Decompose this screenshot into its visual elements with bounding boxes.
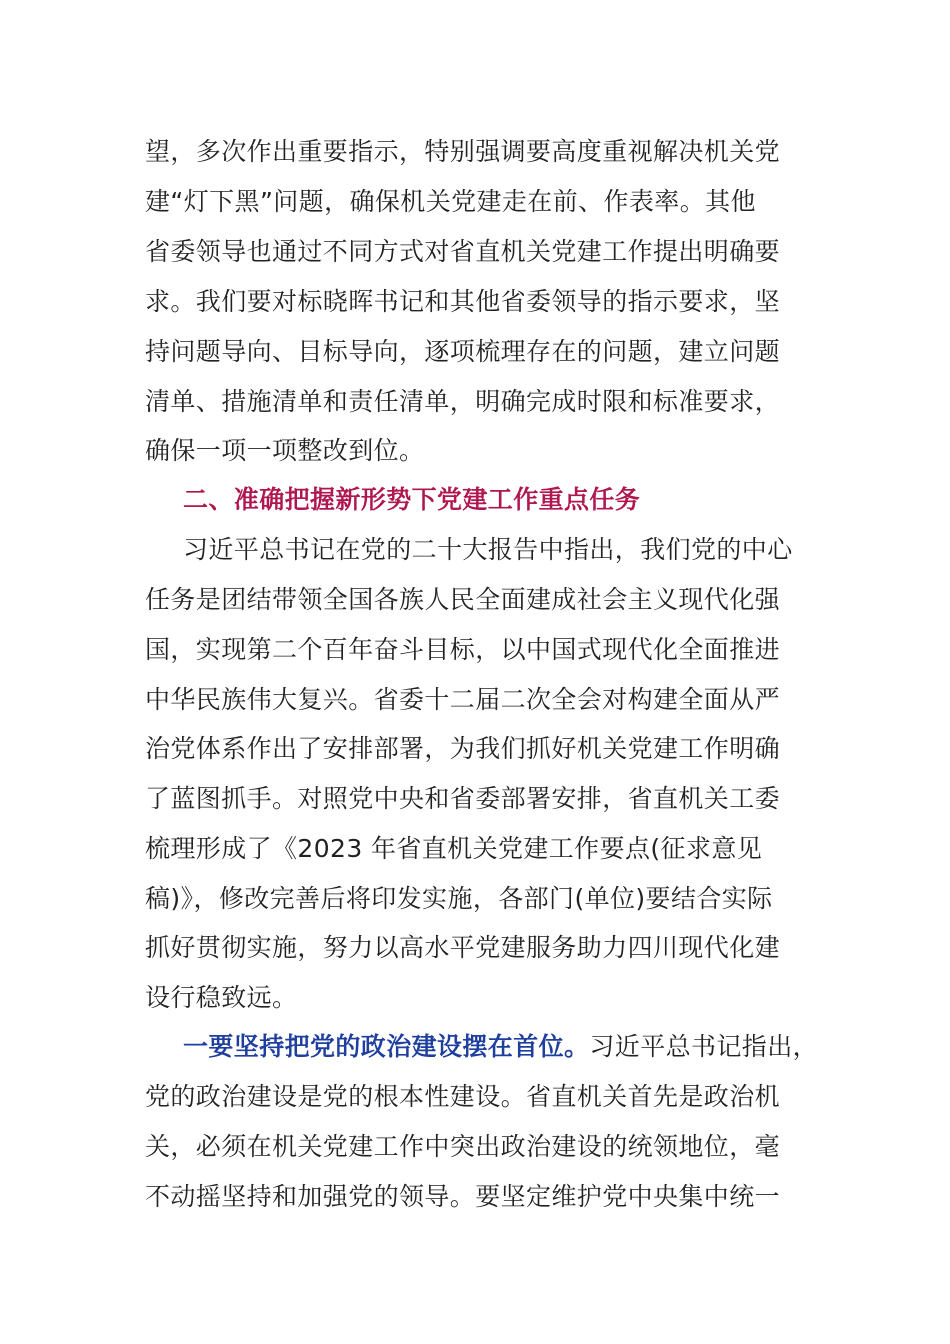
paragraph-line: 确保一项一项整改到位。 xyxy=(145,436,425,465)
paragraph-lead-sentence: 一要坚持把党的政治建设摆在首位。 xyxy=(183,1032,590,1061)
section-heading: 二、准确把握新形势下党建工作重点任务 xyxy=(183,485,641,514)
paragraph-line: 关，必须在机关党建工作中突出政治建设的统领地位，毫 xyxy=(145,1132,781,1161)
paragraph-line: 清单、措施清单和责任清单，明确完成时限和标准要求， xyxy=(145,387,781,416)
paragraph-line: 求。我们要对标晓晖书记和其他省委领导的指示要求，坚 xyxy=(145,287,781,316)
paragraph-line: 任务是团结带领全国各族人民全面建成社会主义现代化强 xyxy=(145,585,781,614)
paragraph-line: 治党体系作出了安排部署，为我们抓好机关党建工作明确 xyxy=(145,734,781,763)
paragraph-line: 持问题导向、目标导向，逐项梳理存在的问题，建立问题 xyxy=(145,337,781,366)
paragraph-first-line xyxy=(183,1032,818,1062)
paragraph-line: 中华民族伟大复兴。省委十二届二次全会对构建全面从严 xyxy=(145,685,781,714)
paragraph-line: 不动摇坚持和加强党的领导。要坚定维护党中央集中统一 xyxy=(145,1182,781,1211)
paragraph-line: 建“灯下黑”问题，确保机关党建走在前、作表率。其他 xyxy=(145,187,756,216)
paragraph-line: 党的政治建设是党的根本性建设。省直机关首先是政治机 xyxy=(145,1082,781,1111)
paragraph-line: 梳理形成了《2023 年省直机关党建工作要点(征求意见 xyxy=(145,834,763,863)
paragraph-line: 稿)》，修改完善后将印发实施，各部门(单位)要结合实际 xyxy=(145,884,773,913)
paragraph-line-rest: 习近平总书记指出， xyxy=(589,1032,819,1061)
paragraph-line: 省委领导也通过不同方式对省直机关党建工作提出明确要 xyxy=(145,237,781,266)
paragraph-line: 国，实现第二个百年奋斗目标，以中国式现代化全面推进 xyxy=(145,635,781,664)
paragraph-line: 设行稳致远。 xyxy=(145,983,298,1012)
paragraph-line: 抓好贯彻实施，努力以高水平党建服务助力四川现代化建 xyxy=(145,933,781,962)
paragraph-line: 了蓝图抓手。对照党中央和省委部署安排，省直机关工委 xyxy=(145,784,781,813)
paragraph-line: 望，多次作出重要指示，特别强调要高度重视解决机关党 xyxy=(145,137,781,166)
paragraph-line: 习近平总书记在党的二十大报告中指出，我们党的中心 xyxy=(183,535,793,564)
